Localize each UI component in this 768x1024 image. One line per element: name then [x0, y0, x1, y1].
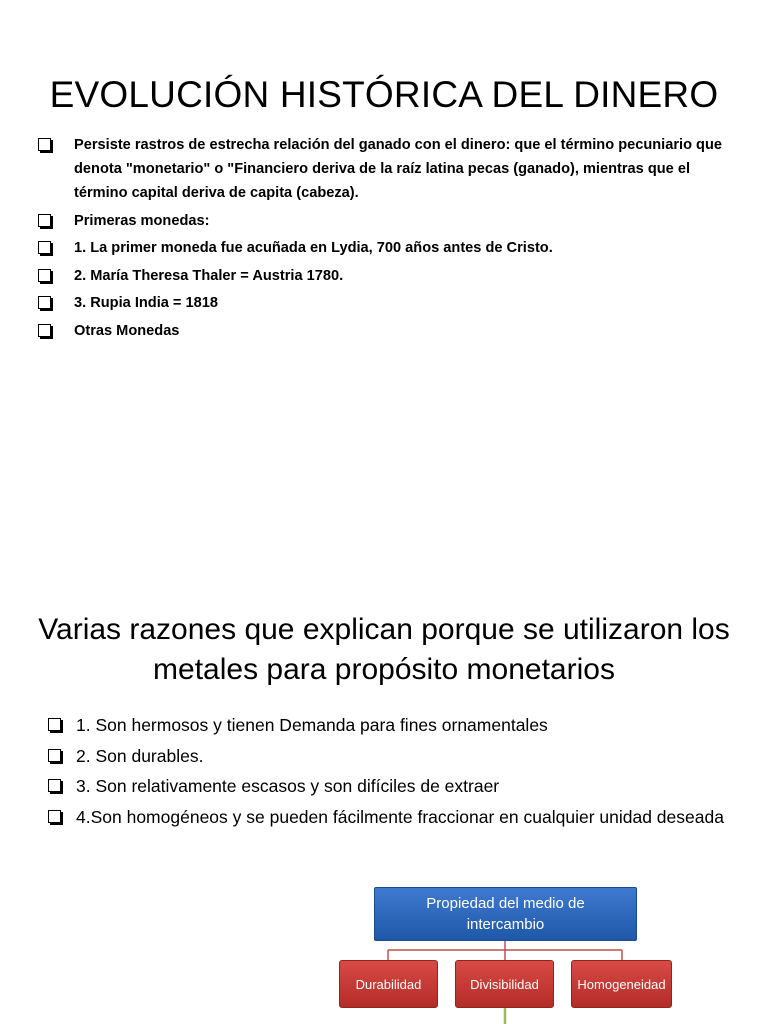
bullet-item: 2. Son durables.: [46, 743, 736, 769]
bullet-item: Persiste rastros de estrecha relación del ganado con el dinero: que el término pecuniario que denota "monetario" o "Financiero deriva de la raíz latina pecas (ganado), mientras que el término capital deriva de capita (cabeza).: [36, 133, 726, 205]
org-chart-connectors: [0, 560, 768, 1024]
slide-2-title: Varias razones que explican porque se utilizaron los metales para propósito monetarios: [38, 613, 730, 686]
bullet-item: 2. María Theresa Thaler = Austria 1780.: [36, 264, 726, 288]
checkbox-bullet-icon: [38, 296, 51, 309]
org-child-homogeneidad: Homogeneidad: [571, 960, 672, 1008]
slide-2: [0, 560, 768, 1024]
checkbox-bullet-icon: [38, 269, 51, 282]
slide-1-title: EVOLUCIÓN HISTÓRICA DEL DINERO: [49, 74, 719, 115]
bullet-item: 4.Son homogéneos y se pueden fácilmente fraccionar en cualquier unidad deseada: [46, 804, 736, 830]
bullet-item: 3. Son relativamente escasos y son difíciles de extraer: [46, 773, 736, 799]
org-child-divisibilidad: Divisibilidad: [455, 960, 554, 1008]
org-child-durabilidad: Durabilidad: [339, 960, 438, 1008]
slide-1-bullet-list: [36, 133, 726, 346]
bullet-item: Primeras monedas:: [36, 209, 726, 233]
checkbox-bullet-icon: [38, 214, 51, 227]
bullet-item: Otras Monedas: [36, 319, 726, 343]
checkbox-bullet-icon: [38, 138, 51, 151]
org-chart: [0, 560, 768, 1024]
org-root-node: Propiedad del medio de intercambio: [374, 887, 637, 941]
checkbox-bullet-icon: [38, 241, 51, 254]
bullet-item: 1. La primer moneda fue acuñada en Lydia, 700 años antes de Cristo.: [36, 236, 726, 260]
connector-lines: [388, 941, 622, 960]
bullet-item: 1. Son hermosos y tienen Demanda para fines ornamentales: [46, 712, 736, 738]
bullet-item: 3. Rupia India = 1818: [36, 291, 726, 315]
checkbox-bullet-icon: [38, 324, 51, 337]
